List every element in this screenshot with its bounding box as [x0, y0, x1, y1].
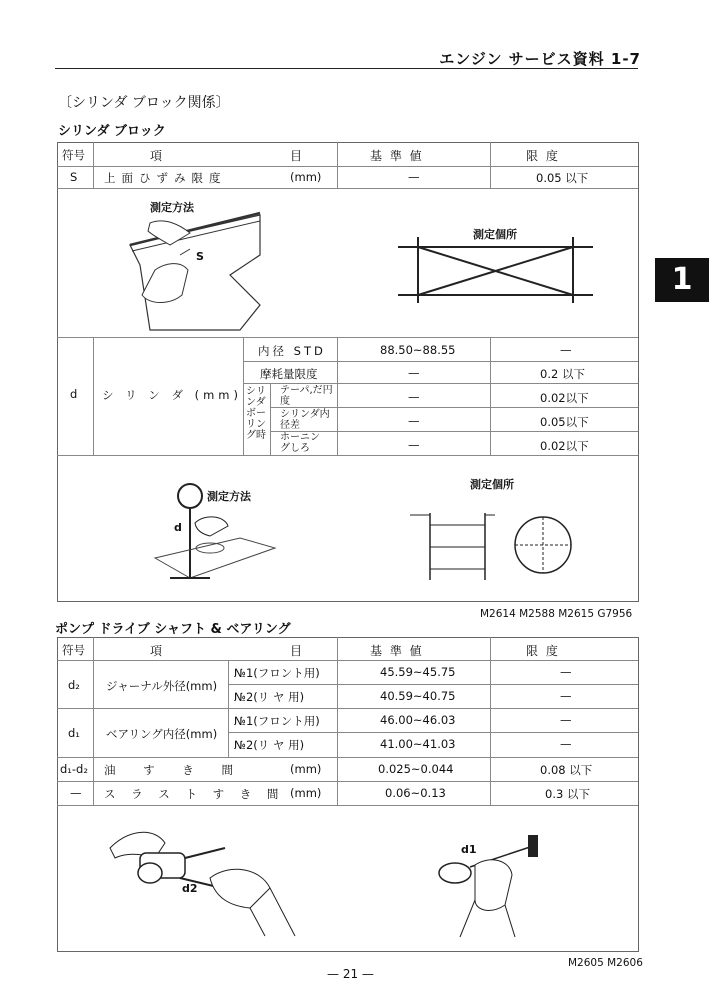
pump-col-item-header: 項 [150, 644, 165, 658]
col-symbol-header: 符号 [62, 148, 85, 162]
pump-row-6-sub: (mm) [290, 786, 322, 800]
ill3-d1-label: d1 [461, 843, 477, 856]
pump-row-1-sub: №1(フロント用) [234, 666, 320, 680]
col-item-header-2: 目 [290, 149, 305, 163]
pump-row-5-sub: (mm) [290, 762, 322, 776]
bearing-measurement-illustration [420, 825, 560, 940]
pump-col-std-header: 基 準 値 [370, 644, 424, 658]
pump-row-6-symbol: — [70, 786, 82, 800]
page-header-title: エンジン サービス資料 1-7 [439, 50, 641, 68]
pump-row-2-limit: — [560, 689, 572, 703]
pump-row-3-item: ベアリング内径(mm) [106, 727, 218, 741]
figure-codes-2: M2605 M2606 [568, 957, 643, 969]
row-d-sub-2-std: — [408, 366, 420, 380]
row-d-sub-1-std: 88.50~88.55 [380, 343, 456, 357]
row-d-sub-4-name: シリンダ内径差 [280, 409, 330, 431]
row-s-std: — [408, 170, 420, 184]
pump-row-1-item: ジャーナル外径(mm) [106, 679, 218, 693]
pump-row-6-item: ス ラ ス ト す き 間 [104, 787, 285, 801]
row-d-sub-3-limit: 0.02以下 [540, 391, 589, 405]
ill2-points-label: 測定個所 [470, 478, 514, 491]
row-d-sub-1-limit: — [560, 343, 572, 357]
bore-measurement-points-diagram [405, 505, 585, 585]
row-s-limit: 0.05 以下 [536, 171, 589, 185]
row-d-sub-5-std: — [408, 438, 420, 452]
row-d-sub-5-name: ホーニングしろ [280, 432, 320, 454]
ill2-method-label: 測定方法 [207, 490, 251, 503]
row-d-sub-4-std: — [408, 414, 420, 428]
pump-row-2-sub: №2(リ ヤ 用) [234, 690, 305, 704]
surface-measurement-points-diagram [398, 235, 598, 305]
page-number: — 21 — [327, 967, 374, 981]
pump-section-title: ポンプ ドライブ シャフト & ベアリング [55, 622, 291, 637]
row-d-sub-4-limit: 0.05以下 [540, 415, 589, 429]
chapter-tab: 1 [655, 258, 709, 302]
row-d-sub-1-name: 内径 STD [258, 344, 326, 358]
row-d-symbol: d [70, 387, 78, 401]
row-s-item: 上面ひずみ限度 [104, 171, 227, 185]
pump-col-item-header-2: 目 [290, 644, 305, 658]
pump-row-6-std: 0.06~0.13 [385, 786, 446, 800]
shaft-measurement-illustration [100, 818, 300, 943]
header-rule [55, 68, 638, 69]
ill2-d-label: d [174, 521, 182, 534]
pump-row-1-symbol: d₂ [68, 678, 80, 692]
row-s-unit: (mm) [290, 170, 322, 184]
pump-row-4-limit: — [560, 737, 572, 751]
pump-row-2-std: 40.59~40.75 [380, 689, 456, 703]
pump-row-6-limit: 0.3 以下 [545, 787, 590, 801]
section-title: 〔シリンダ ブロック関係〕 [58, 95, 230, 111]
row-d-group-label: シリンダボーリング時 [246, 386, 266, 441]
pump-row-4-std: 41.00~41.03 [380, 737, 456, 751]
pump-row-4-sub: №2(リ ヤ 用) [234, 738, 305, 752]
row-d-sub-2-name: 摩耗量限度 [260, 367, 318, 381]
ill1-points-label: 測定個所 [473, 228, 517, 241]
pump-row-3-std: 46.00~46.03 [380, 713, 456, 727]
col-limit-header: 限 度 [526, 149, 560, 163]
row-d-sub-5-limit: 0.02以下 [540, 439, 589, 453]
pump-row-5-symbol: d₁-d₂ [60, 762, 88, 776]
col-item-header: 項 [150, 149, 165, 163]
row-d-sub-3-std: — [408, 390, 420, 404]
cylinder-block-title: シリンダ ブロック [58, 124, 166, 139]
row-d-sub-2-limit: 0.2 以下 [540, 367, 585, 381]
ill3-d2-label: d2 [182, 882, 198, 895]
pump-row-3-symbol: d₁ [68, 726, 80, 740]
pump-col-limit-header: 限 度 [526, 644, 560, 658]
pump-row-3-limit: — [560, 713, 572, 727]
pump-row-1-limit: — [560, 665, 572, 679]
surface-measurement-illustration [110, 195, 280, 335]
pump-row-3-sub: №1(フロント用) [234, 714, 320, 728]
pump-row-1-std: 45.59~45.75 [380, 665, 456, 679]
pump-row-5-item: 油 す き 間 [104, 763, 245, 777]
row-d-item: シ リ ン ダ (mm) [102, 388, 242, 402]
pump-row-5-std: 0.025~0.044 [378, 762, 454, 776]
figure-codes-1: M2614 M2588 M2615 G7956 [480, 608, 633, 620]
ill1-method-label: 測定方法 [150, 201, 194, 214]
row-s-symbol: S [70, 170, 78, 184]
pump-row-5-limit: 0.08 以下 [540, 763, 593, 777]
col-std-header: 基 準 値 [370, 149, 424, 163]
pump-col-symbol-header: 符号 [62, 643, 85, 657]
row-d-sub-3-name: テーパ,だ円度 [280, 385, 333, 407]
ill1-s-label: S [196, 250, 204, 263]
